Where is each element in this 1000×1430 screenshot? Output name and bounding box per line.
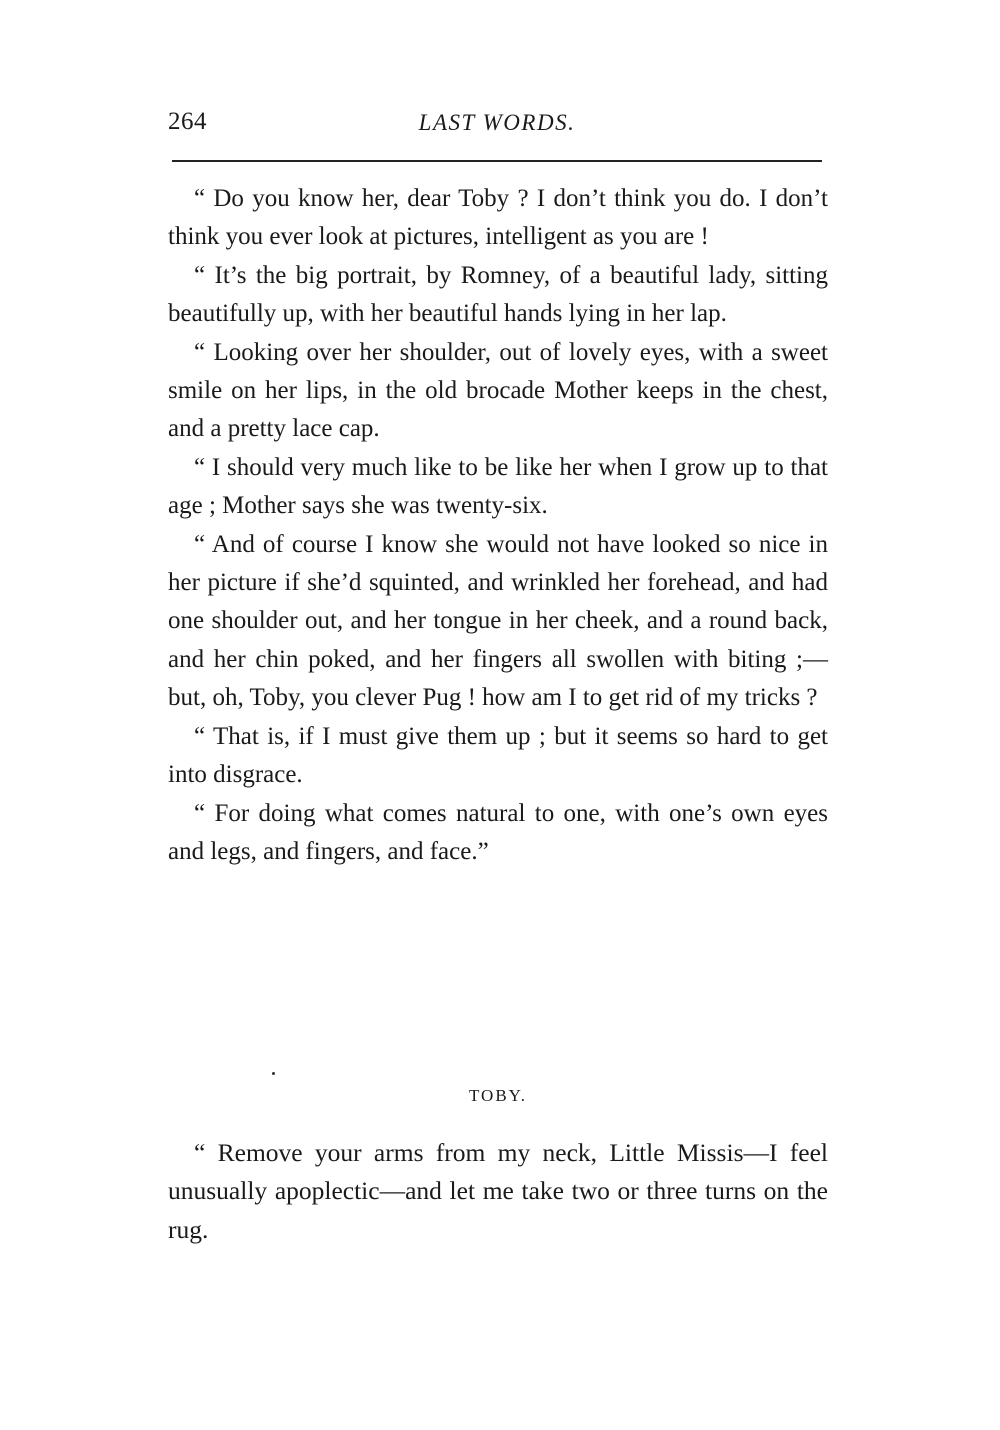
paragraph: “ And of course I know she would not have looked so nice in her picture if she’d squinted, and wrinkled her forehead, and had one shoulder out, and her tongue in her cheek, and a round back, and her chin poked, and her fingers all swollen with biting ;—but, oh, Toby, you clever Pug ! how am I to get rid of my tricks ?: [168, 530, 828, 712]
paragraph: “ That is, if I must give them up ; but it seems so hard to get into disgrace.: [168, 722, 828, 789]
page-number: 264: [168, 108, 207, 135]
running-title: LAST WORDS.: [418, 110, 576, 135]
header-rule: [172, 160, 822, 162]
body-text: [168, 180, 828, 871]
paragraph: “ I should very much like to be like her when I grow up to that age ; Mother says she was twenty-six.: [168, 453, 828, 520]
paragraph: “ It’s the big portrait, by Romney, of a beautiful lady, sitting beautifully up, with her beautiful hands lying in her lap.: [168, 261, 828, 328]
section-heading: TOBY.: [468, 1086, 528, 1105]
paragraph: “ For doing what comes natural to one, with one’s own eyes and legs, and fingers, and face.”: [168, 799, 828, 865]
paragraph: “ Looking over her shoulder, out of lovely eyes, with a sweet smile on her lips, in the old brocade Mother keeps in the chest, and a pretty lace cap.: [168, 338, 828, 443]
print-speck: [272, 1072, 275, 1075]
paragraph: “ Remove your arms from my neck, Little Missis—I feel unusually apoplectic—and let me take two or three turns on the rug.: [168, 1138, 828, 1244]
section-text: [168, 1134, 828, 1249]
page-header: [168, 108, 826, 148]
paragraph: “ Do you know her, dear Toby ? I don’t think you do. I don’t think you ever look at pictures, intelligent as you are !: [168, 185, 828, 251]
